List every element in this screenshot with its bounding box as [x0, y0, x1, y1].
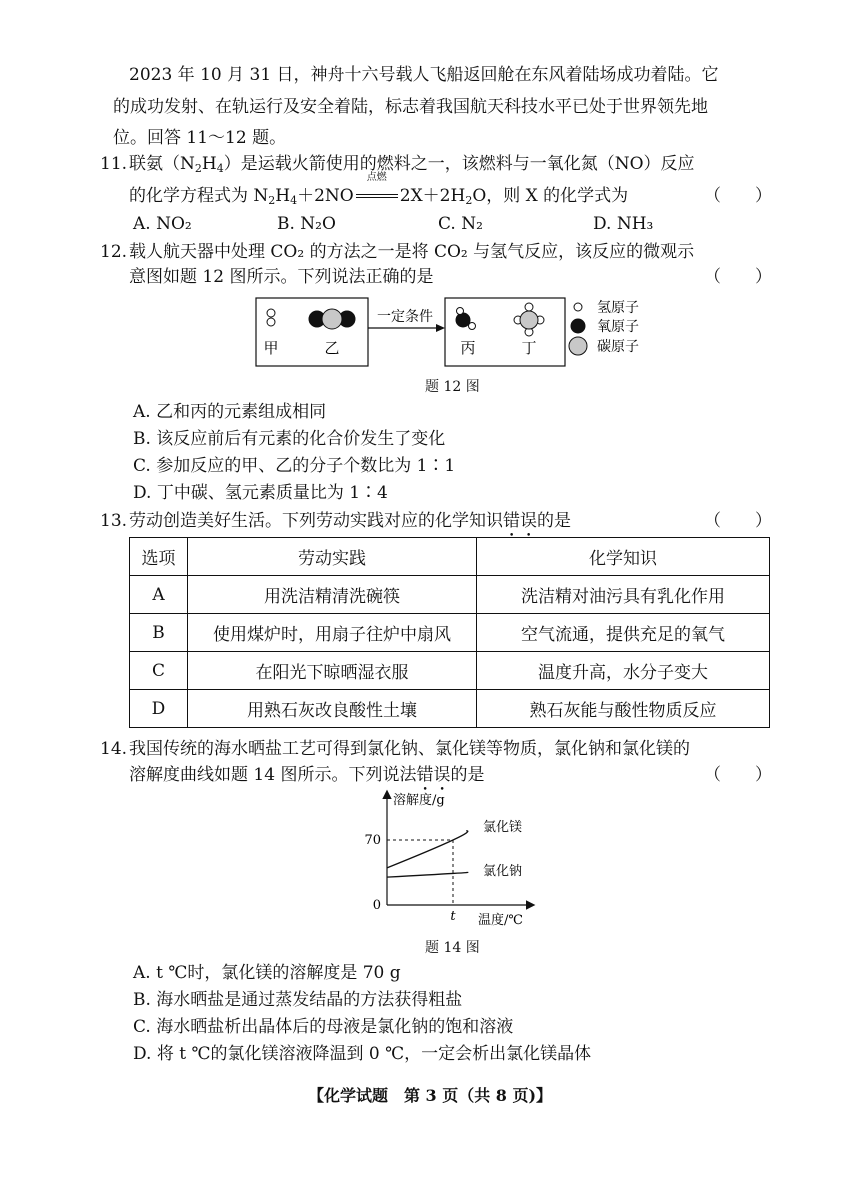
x-axis-label: 温度/℃ [478, 913, 523, 928]
q12-line-2: 意图如题 12 图所示。下列说法正确的是 [129, 267, 434, 287]
q13-answer-blank[interactable]: （ ） [704, 511, 772, 531]
hydrogen-atom [525, 303, 533, 311]
subscript: 2 [465, 194, 473, 207]
q12-option-b: B. 该反应前后有元素的化合价发生了变化 [133, 429, 446, 449]
cell-knowledge: 温度升高，水分子变大 [477, 652, 770, 690]
q12-number: 12. [100, 242, 128, 262]
subscript: 4 [290, 194, 298, 207]
q11-text: H [275, 186, 291, 206]
q14-option-a: A. t ℃时，氯化镁的溶解度是 70 g [133, 963, 401, 983]
label-yi: 乙 [324, 339, 340, 357]
oxygen-atom [456, 313, 470, 327]
hydrogen-atom [457, 308, 464, 315]
intro-line-2: 的成功发射、在轨运行及安全着陆，标志着我国航天科技水平已处于世界领先地 [113, 97, 708, 117]
cell-option: B [130, 614, 188, 652]
q11-line-1 [129, 153, 695, 180]
q14-text: 溶解度曲线如题 14 图所示。下列说法 [129, 765, 417, 785]
cell-knowledge: 洗洁精对油污具有乳化作用 [477, 576, 770, 614]
table-header-row [130, 538, 770, 576]
arrow-label: 一定条件 [377, 309, 433, 325]
hydrogen-atom [267, 309, 275, 317]
condition-label: 点燃 [366, 172, 387, 183]
cell-option: A [130, 576, 188, 614]
hydrogen-atom [469, 323, 476, 330]
q11-text: ＋2NO [297, 186, 354, 206]
q14-number: 14. [100, 739, 128, 759]
legend-oxygen-icon [571, 319, 585, 333]
legend-carbon-icon [569, 337, 587, 355]
q13-text: 的是 [537, 511, 571, 531]
subscript: 2 [194, 162, 202, 175]
series-line-nacl [387, 872, 468, 877]
arrow-head [436, 324, 445, 332]
table-row [130, 576, 770, 614]
y-tick-0: 0 [372, 898, 381, 913]
header-knowledge: 化学知识 [477, 538, 770, 576]
x-tick-t: t [450, 909, 456, 924]
cell-practice: 使用煤炉时，用扇子往炉中扇风 [188, 614, 477, 652]
q13-number: 13. [100, 511, 128, 531]
q12-answer-blank[interactable]: （ ） [704, 267, 772, 287]
q13-table [129, 537, 770, 728]
q14-answer-blank[interactable]: （ ） [704, 765, 772, 785]
cell-knowledge: 空气流通，提供充足的氧气 [477, 614, 770, 652]
reaction-diagram [250, 293, 660, 373]
q11-option-b: B. N₂O [277, 214, 336, 234]
q11-equation-line [129, 172, 629, 212]
q11-number: 11. [100, 154, 128, 174]
q12-line-1: 载人航天器中处理 CO₂ 的方法之一是将 CO₂ 与氢气反应，该反应的微观示 [129, 242, 695, 262]
page-footer: 【化学试题 第 3 页（共 8 页)】 [307, 1086, 553, 1105]
cell-practice: 用熟石灰改良酸性土壤 [188, 690, 477, 728]
q14-option-b: B. 海水晒盐是通过蒸发结晶的方法获得粗盐 [133, 990, 463, 1010]
label-jia: 甲 [263, 339, 279, 357]
cell-option: C [130, 652, 188, 690]
q11-text: 2X＋2H [399, 186, 466, 206]
q14-emphasis: 错误 [416, 765, 451, 785]
q11-text: ）是运载火箭使用的燃料之一，该燃料与一氧化氮（NO）反应 [223, 154, 695, 174]
header-practice: 劳动实践 [188, 538, 477, 576]
subscript: 4 [216, 162, 224, 175]
series-line-mgcl2 [387, 831, 468, 868]
cell-option: D [130, 690, 188, 728]
q12-caption: 题 12 图 [425, 379, 480, 395]
q13-emphasis: 错误 [503, 511, 537, 531]
hydrogen-atom [267, 318, 275, 326]
q11-option-a: A. NO₂ [133, 214, 192, 234]
legend-oxygen-label: 氧原子 [597, 319, 639, 335]
equals-sign [356, 194, 398, 198]
q11-text: 联氨（N [129, 154, 195, 174]
legend-hydrogen-label: 氢原子 [597, 300, 639, 316]
label-ding: 丁 [521, 339, 537, 357]
table-row [130, 614, 770, 652]
header-option: 选项 [130, 538, 188, 576]
intro-line-1: 2023 年 10 月 31 日，神舟十六号载人飞船返回舱在东风着陆场成功着陆。它 [129, 65, 719, 85]
subscript: 2 [268, 194, 276, 207]
table-row [130, 690, 770, 728]
q12-option-c: C. 参加反应的甲、乙的分子个数比为 1∶1 [133, 456, 456, 476]
legend-carbon-label: 碳原子 [597, 339, 639, 355]
solubility-chart [355, 786, 545, 934]
carbon-atom [322, 309, 342, 329]
q12-option-a: A. 乙和丙的元素组成相同 [133, 402, 327, 422]
reaction-condition [354, 172, 400, 207]
cell-knowledge: 熟石灰能与酸性物质反应 [477, 690, 770, 728]
carbon-atom [520, 311, 538, 329]
cell-practice: 在阳光下晾晒湿衣服 [188, 652, 477, 690]
q11-option-d: D. NH₃ [593, 214, 654, 234]
q14-option-c: C. 海水晒盐析出晶体后的母液是氯化钠的饱和溶液 [133, 1017, 514, 1037]
series-label-mgcl2: 氯化镁 [483, 820, 523, 835]
label-bing: 丙 [460, 339, 476, 357]
series-label-nacl: 氯化钠 [483, 864, 523, 879]
q12-option-d: D. 丁中碳、氢元素质量比为 1∶4 [133, 483, 388, 503]
q14-line-1: 我国传统的海水晒盐工艺可得到氯化钠、氯化镁等物质，氯化钠和氯化镁的 [129, 739, 690, 759]
q14-caption: 题 14 图 [425, 940, 480, 956]
q11-text: O，则 X 的化学式为 [472, 186, 629, 206]
q14-text: 的是 [450, 765, 485, 785]
y-axis-label: 溶解度/g [393, 793, 445, 808]
q11-answer-blank[interactable]: （ ） [704, 186, 772, 206]
legend-hydrogen-icon [574, 303, 582, 311]
q11-text: H [201, 154, 217, 174]
q11-text: 的化学方程式为 N [129, 186, 269, 206]
cell-practice: 用洗洁精清洗碗筷 [188, 576, 477, 614]
q11-option-c: C. N₂ [438, 214, 483, 234]
table-row [130, 652, 770, 690]
y-tick-70: 70 [364, 833, 381, 848]
q13-text: 劳动创造美好生活。下列劳动实践对应的化学知识 [129, 511, 503, 531]
intro-line-3: 位。回答 11～12 题。 [113, 128, 287, 148]
q14-option-d: D. 将 t ℃的氯化镁溶液降温到 0 ℃，一定会析出氯化镁晶体 [133, 1044, 592, 1064]
